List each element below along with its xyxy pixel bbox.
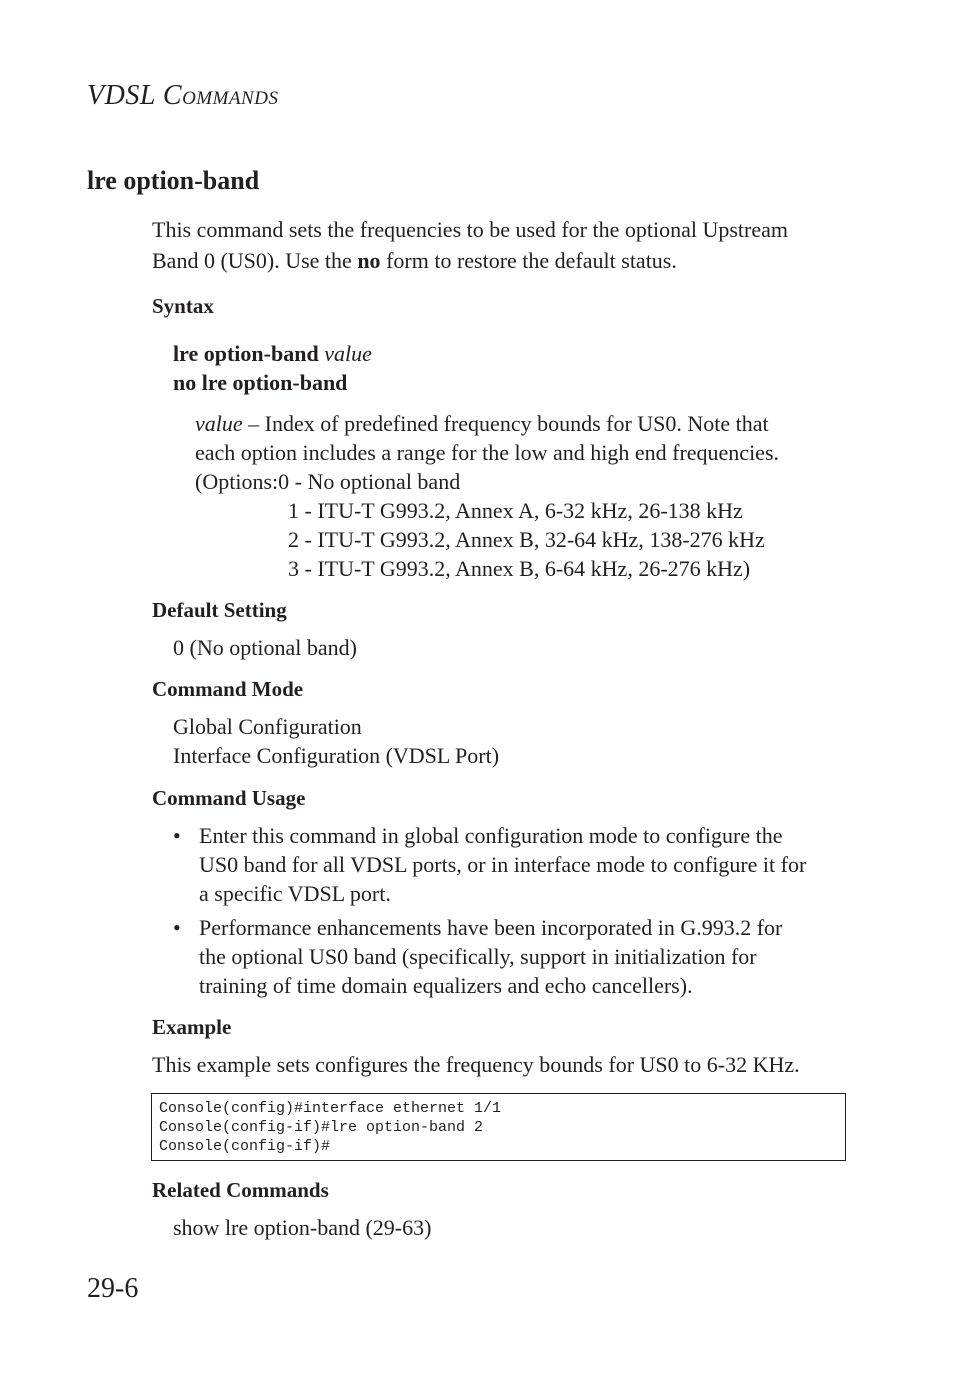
code-line-3: Console(config-if)# xyxy=(159,1138,331,1155)
bullet-2-marker: • xyxy=(173,915,181,940)
running-head xyxy=(87,80,278,112)
param-desc: – Index of predefined frequency bounds for US0. Note that xyxy=(242,411,769,436)
bullet-1-marker: • xyxy=(173,823,181,848)
command-usage-heading: Command Usage xyxy=(152,786,306,810)
syntax-command-2: no lre option-band xyxy=(173,370,348,395)
related-commands-heading: Related Commands xyxy=(152,1178,329,1202)
bullet-2-line-1: Performance enhancements have been incorporated in G.993.2 for xyxy=(199,915,783,940)
intro-text-end: form to restore the default status. xyxy=(380,248,677,273)
bullet-2-line-2: the optional US0 band (specifically, support in initialization for xyxy=(199,944,757,969)
bullet-1-line-3: a specific VDSL port. xyxy=(199,881,391,906)
code-line-2: Console(config-if)#lre option-band 2 xyxy=(159,1119,484,1136)
command-mode-line-2: Interface Configuration (VDSL Port) xyxy=(173,743,500,768)
syntax-command-1-arg: value xyxy=(324,341,372,366)
code-line-1: Console(config)#interface ethernet 1/1 xyxy=(159,1100,502,1117)
param-line-1 xyxy=(195,408,769,439)
page-number: 29-6 xyxy=(87,1273,139,1304)
example-text: This example sets configures the frequency bounds for US0 to 6-32 KHz. xyxy=(152,1052,800,1077)
param-option-1: 1 - ITU-T G993.2, Annex A, 6-32 kHz, 26-138 kHz xyxy=(288,498,743,523)
command-mode-line-1: Global Configuration xyxy=(173,714,362,739)
bullet-2-line-3: training of time domain equalizers and echo cancellers). xyxy=(199,973,693,998)
default-setting-heading: Default Setting xyxy=(152,598,287,622)
default-setting-value: 0 (No optional band) xyxy=(173,635,357,660)
param-option-2: 2 - ITU-T G993.2, Annex B, 32-64 kHz, 138-276 kHz xyxy=(288,527,765,552)
param-name: value xyxy=(195,411,243,436)
bullet-1-line-2: US0 band for all VDSL ports, or in interface mode to configure it for xyxy=(199,852,807,877)
bullet-1-line-1: Enter this command in global configuration mode to configure the xyxy=(199,823,783,848)
syntax-command-1 xyxy=(173,338,372,369)
intro-no-keyword: no xyxy=(357,248,381,273)
code-example-box xyxy=(151,1093,846,1161)
syntax-heading: Syntax xyxy=(152,294,214,318)
running-head-main: VDSL C xyxy=(87,80,183,111)
running-head-smallcaps: OMMANDS xyxy=(182,88,279,109)
param-option-3: 3 - ITU-T G993.2, Annex B, 6-64 kHz, 26-276 kHz) xyxy=(288,556,751,581)
intro-line-1: This command sets the frequencies to be used for the optional Upstream xyxy=(152,217,788,242)
param-line-2: each option includes a range for the low and high end frequencies. xyxy=(195,440,780,465)
command-mode-heading: Command Mode xyxy=(152,677,304,701)
syntax-command-1-name: lre option-band xyxy=(173,341,319,366)
param-line-3: (Options:0 - No optional band xyxy=(195,469,461,494)
example-heading: Example xyxy=(152,1015,232,1039)
related-command-link[interactable]: show lre option-band (29-63) xyxy=(173,1215,432,1240)
intro-text: Band 0 (US0). Use the xyxy=(152,248,358,273)
intro-line-2 xyxy=(152,245,677,276)
section-title: lre option-band xyxy=(87,166,260,195)
